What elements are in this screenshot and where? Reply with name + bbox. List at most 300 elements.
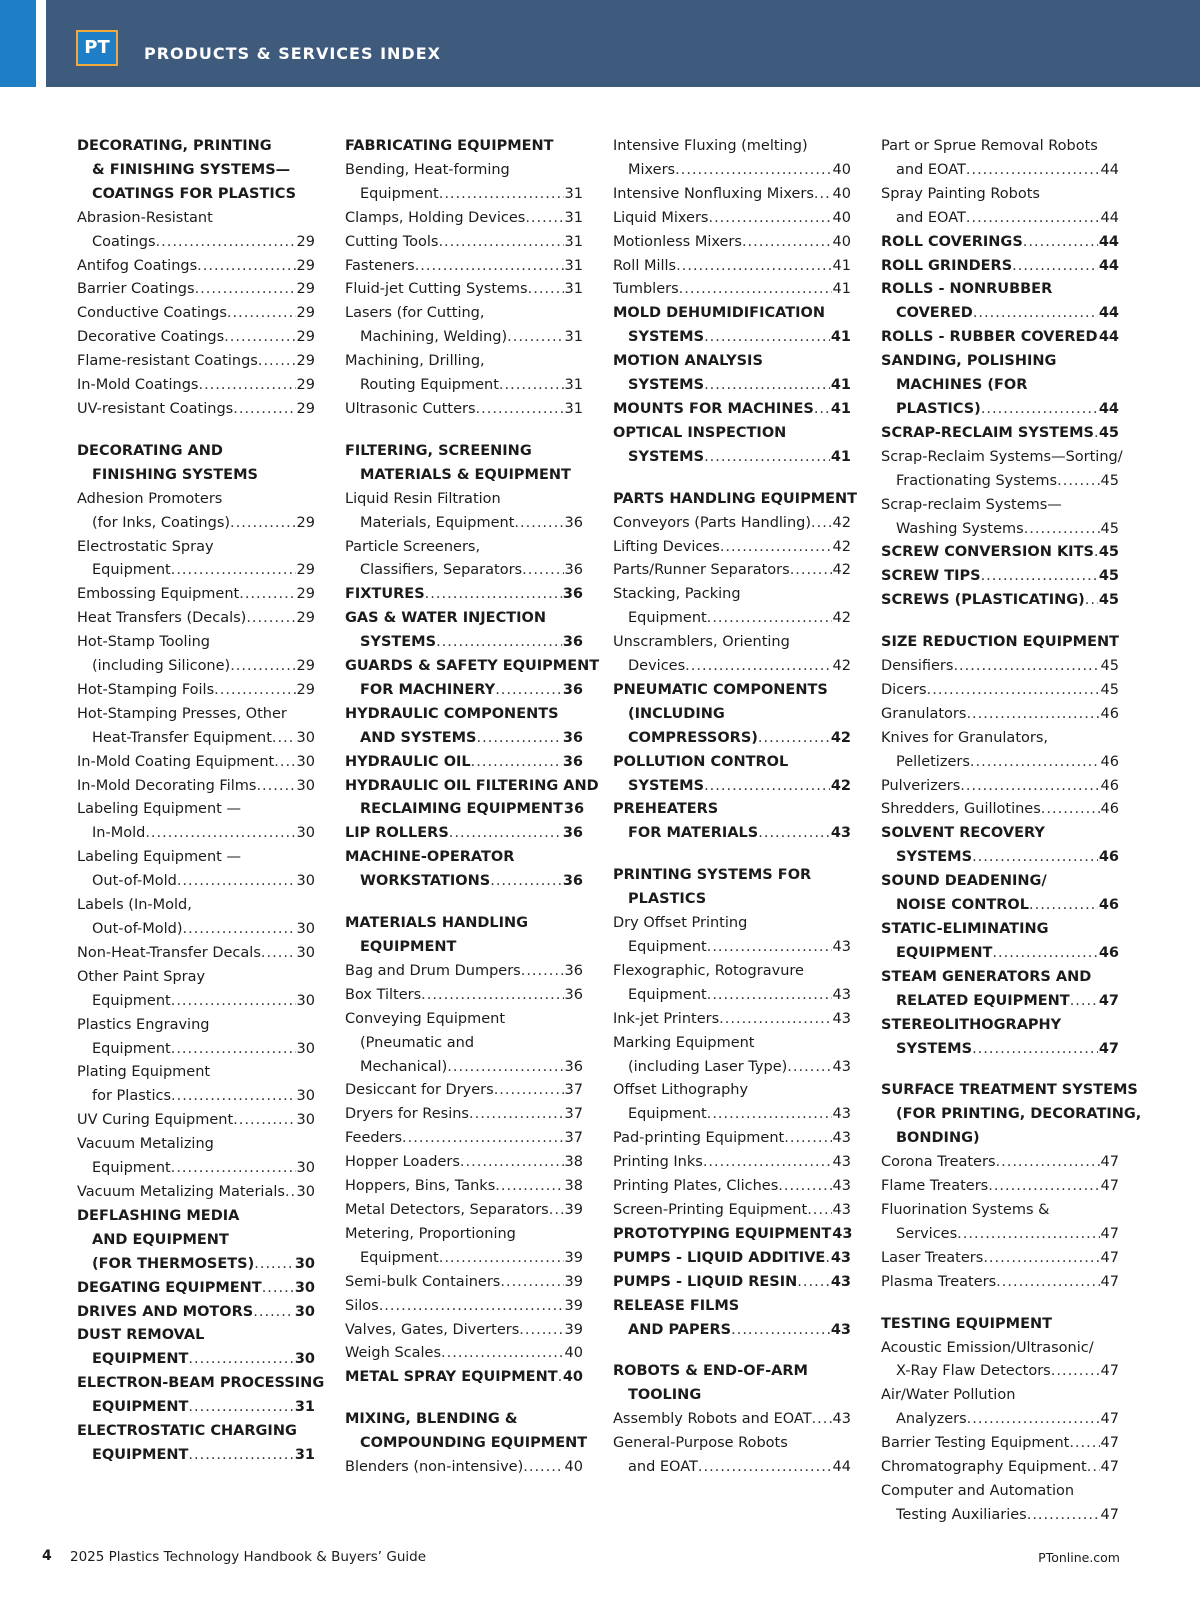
entry-text: STATIC-ELIMINATING bbox=[881, 921, 1049, 937]
entry-text: SYSTEMS bbox=[896, 849, 973, 866]
entry-line bbox=[613, 1008, 851, 1032]
dot-leader bbox=[499, 374, 564, 398]
entry-line bbox=[77, 1444, 315, 1468]
index-entry bbox=[345, 1103, 583, 1127]
index-entry bbox=[77, 350, 315, 374]
entry-text: Fluorination Systems & bbox=[881, 1201, 1050, 1218]
index-entry bbox=[345, 1175, 583, 1199]
entry-line bbox=[881, 798, 1119, 822]
page-number: 43 bbox=[832, 1225, 853, 1242]
index-heading bbox=[345, 440, 583, 488]
entry-line bbox=[345, 1342, 583, 1366]
index-heading bbox=[77, 135, 315, 207]
entry-text: X-Ray Flaw Detectors bbox=[896, 1363, 1051, 1380]
page-number: 40 bbox=[564, 1345, 583, 1362]
page-number: 42 bbox=[832, 658, 851, 675]
dot-leader bbox=[439, 183, 564, 207]
entry-text: Hot-Stamp Tooling bbox=[77, 634, 210, 651]
index-entry bbox=[881, 1199, 1119, 1247]
entry-text: DEGATING EQUIPMENT bbox=[77, 1279, 262, 1296]
index-heading bbox=[881, 1079, 1142, 1151]
page-number: 45 bbox=[1098, 424, 1119, 441]
entry-text: Services bbox=[896, 1225, 958, 1242]
entry-line bbox=[881, 1247, 1119, 1271]
index-heading bbox=[77, 1420, 315, 1468]
entry-text: PARTS HANDLING EQUIPMENT bbox=[613, 490, 858, 507]
entry-text: Conductive Coatings bbox=[77, 305, 227, 322]
page-number: 47 bbox=[1100, 1249, 1119, 1266]
dot-leader bbox=[415, 255, 564, 279]
entry-text: AND SYSTEMS bbox=[360, 729, 477, 746]
page-number: 44 bbox=[1100, 209, 1119, 226]
page-number: 47 bbox=[1100, 1435, 1119, 1452]
entry-text: Barrier Testing Equipment bbox=[881, 1435, 1070, 1452]
page-number: 30 bbox=[296, 1183, 315, 1200]
dot-leader bbox=[171, 1085, 296, 1109]
index-entry bbox=[77, 326, 315, 350]
entry-text: Conveying Equipment bbox=[345, 1010, 506, 1027]
dot-leader bbox=[988, 1175, 1099, 1199]
dot-leader bbox=[720, 536, 832, 560]
index-heading bbox=[345, 912, 583, 960]
entry-text: SIZE REDUCTION EQUIPMENT bbox=[881, 634, 1120, 651]
entry-line bbox=[881, 1271, 1119, 1295]
dot-leader bbox=[230, 512, 296, 536]
index-entry bbox=[881, 183, 1119, 231]
page-number: 36 bbox=[564, 1058, 583, 1075]
entry-line bbox=[613, 1127, 851, 1151]
index-entry bbox=[613, 559, 851, 583]
index-entry bbox=[881, 1337, 1119, 1385]
index-heading bbox=[881, 350, 1119, 422]
entry-line bbox=[613, 727, 851, 751]
page-number: 30 bbox=[296, 873, 315, 890]
page-number: 30 bbox=[296, 1112, 315, 1129]
entry-text: TOOLING bbox=[628, 1387, 702, 1404]
page-number: 40 bbox=[832, 233, 851, 250]
page-number: 36 bbox=[564, 986, 583, 1003]
page-number: 31 bbox=[564, 209, 583, 226]
entry-line bbox=[77, 1181, 315, 1205]
entry-text: Mechanical) bbox=[360, 1058, 448, 1075]
index-heading bbox=[345, 751, 583, 775]
index-entry bbox=[77, 1133, 315, 1181]
entry-line bbox=[345, 1247, 583, 1271]
dot-leader bbox=[1070, 990, 1098, 1014]
index-heading bbox=[613, 1247, 851, 1271]
page-number: 43 bbox=[830, 1249, 851, 1266]
page-number: 43 bbox=[832, 1130, 851, 1147]
index-entry bbox=[881, 1247, 1119, 1271]
entry-text: Scrap-Reclaim Systems—Sorting/ bbox=[881, 448, 1123, 465]
entry-text: MOLD DEHUMIDIFICATION bbox=[613, 305, 825, 322]
entry-text: EQUIPMENT bbox=[92, 1399, 189, 1416]
entry-text: FINISHING SYSTEMS bbox=[92, 466, 258, 483]
dot-leader bbox=[272, 727, 296, 751]
index-heading bbox=[881, 1014, 1119, 1062]
index-entry bbox=[345, 1079, 583, 1103]
dot-leader bbox=[274, 751, 295, 775]
entry-line bbox=[345, 1127, 583, 1151]
page-number: 31 bbox=[294, 1446, 315, 1463]
index-entry bbox=[77, 894, 315, 942]
dot-leader bbox=[525, 207, 563, 231]
entry-text: Equipment bbox=[92, 1040, 171, 1057]
page-number: 41 bbox=[832, 257, 851, 274]
page-number: 30 bbox=[296, 753, 315, 770]
entry-text: Flame Treaters bbox=[881, 1178, 989, 1195]
entry-line bbox=[345, 679, 583, 703]
entry-line bbox=[345, 631, 583, 655]
entry-text: SYSTEMS bbox=[360, 634, 437, 651]
index-entry bbox=[881, 1456, 1119, 1480]
entry-text: UV Curing Equipment bbox=[77, 1112, 234, 1129]
entry-line bbox=[77, 727, 315, 751]
entry-line bbox=[345, 398, 583, 422]
dot-leader bbox=[469, 1103, 564, 1127]
page-number: 30 bbox=[296, 944, 315, 961]
index-entry bbox=[613, 912, 851, 960]
entry-text: ROLL COVERINGS bbox=[881, 233, 1023, 250]
entry-line bbox=[77, 398, 315, 422]
page-number: 47 bbox=[1100, 1273, 1119, 1290]
entry-text: (FOR THERMOSETS) bbox=[92, 1255, 255, 1272]
page-number: 36 bbox=[562, 825, 583, 842]
entry-line bbox=[345, 183, 583, 207]
page-number: 36 bbox=[562, 729, 583, 746]
entry-text: Hoppers, Bins, Tanks bbox=[345, 1178, 496, 1195]
index-entry bbox=[345, 350, 583, 398]
entry-text: Scrap-reclaim Systems— bbox=[881, 496, 1062, 513]
index-entry bbox=[613, 536, 851, 560]
entry-line bbox=[881, 159, 1119, 183]
page-number: 41 bbox=[830, 400, 851, 417]
dot-leader bbox=[285, 1181, 296, 1205]
index-heading bbox=[613, 350, 851, 398]
index-entry bbox=[77, 278, 315, 302]
index-entry bbox=[613, 1151, 851, 1175]
entry-line bbox=[613, 1103, 851, 1127]
entry-line bbox=[345, 960, 583, 984]
entry-text: Intensive Nonfluxing Mixers bbox=[613, 185, 814, 202]
page-number: 36 bbox=[562, 753, 583, 770]
entry-text: Ink-jet Printers bbox=[613, 1010, 720, 1027]
entry-text: PLASTICS bbox=[628, 891, 707, 908]
dot-leader bbox=[439, 1247, 564, 1271]
entry-line bbox=[345, 1199, 583, 1223]
index-heading bbox=[345, 1366, 583, 1390]
page-number: 46 bbox=[1100, 801, 1119, 818]
dot-leader bbox=[441, 1342, 564, 1366]
index-column-2 bbox=[345, 135, 600, 1480]
entry-text: Pad-printing Equipment bbox=[613, 1130, 785, 1147]
entry-text: Box Tilters bbox=[345, 986, 422, 1003]
entry-text: SOLVENT RECOVERY bbox=[881, 825, 1045, 842]
entry-text: DRIVES AND MOTORS bbox=[77, 1303, 254, 1320]
dot-leader bbox=[519, 1319, 563, 1343]
dot-leader bbox=[500, 1271, 563, 1295]
entry-text: DECORATING AND bbox=[77, 442, 223, 459]
index-entry bbox=[345, 984, 583, 1008]
index-entry bbox=[77, 398, 315, 422]
page-number: 30 bbox=[296, 1088, 315, 1105]
entry-line bbox=[881, 565, 1119, 589]
entry-line bbox=[77, 302, 315, 326]
index-entry bbox=[345, 1342, 583, 1366]
entry-text: Equipment bbox=[360, 1249, 439, 1266]
page-number: 39 bbox=[564, 1201, 583, 1218]
entry-text: Devices bbox=[628, 658, 686, 675]
dot-leader bbox=[707, 984, 832, 1008]
entry-text: Hot-Stamping Foils bbox=[77, 681, 215, 698]
page-number: 31 bbox=[564, 257, 583, 274]
entry-text: Pelletizers bbox=[896, 753, 970, 770]
index-entry bbox=[77, 536, 315, 584]
entry-line bbox=[613, 231, 851, 255]
index-entry bbox=[613, 631, 851, 679]
entry-text: Equipment bbox=[628, 939, 707, 955]
entry-line bbox=[881, 1360, 1119, 1384]
entry-line bbox=[613, 1247, 851, 1271]
page-number: 36 bbox=[564, 514, 583, 531]
entry-line bbox=[345, 1366, 583, 1390]
entry-text: UV-resistant Coatings bbox=[77, 400, 234, 417]
entry-text: In-Mold Coating Equipment bbox=[77, 753, 275, 770]
entry-text: Plasma Treaters bbox=[881, 1273, 997, 1290]
index-entry bbox=[881, 798, 1119, 822]
index-entry bbox=[613, 1079, 851, 1127]
page-number: 40 bbox=[832, 185, 851, 202]
dot-leader bbox=[704, 446, 830, 470]
entry-text: Flexographic, Rotogravure bbox=[613, 962, 804, 979]
entry-text: Silos bbox=[345, 1297, 379, 1314]
page-number: 38 bbox=[564, 1178, 583, 1195]
dot-leader bbox=[438, 231, 563, 255]
entry-line bbox=[613, 936, 851, 960]
entry-line bbox=[77, 350, 315, 374]
dot-leader bbox=[807, 1199, 831, 1223]
page-number: 29 bbox=[296, 353, 315, 370]
entry-line bbox=[881, 894, 1119, 918]
dot-leader bbox=[188, 1444, 293, 1468]
entry-text: Desiccant for Dryers bbox=[345, 1082, 494, 1099]
entry-text: Feeders bbox=[345, 1130, 403, 1147]
entry-text: EQUIPMENT bbox=[92, 1446, 189, 1463]
page-number: 45 bbox=[1098, 568, 1119, 585]
index-entry bbox=[881, 1175, 1119, 1199]
entry-text: Pulverizers bbox=[881, 777, 961, 794]
index-entry bbox=[881, 1151, 1119, 1175]
page-number: 47 bbox=[1100, 1178, 1119, 1195]
dot-leader bbox=[233, 1109, 295, 1133]
entry-text: STEREOLITHOGRAPHY bbox=[881, 1016, 1062, 1033]
index-entry bbox=[345, 1295, 583, 1319]
entry-text: Materials, Equipment bbox=[360, 514, 515, 531]
dot-leader bbox=[708, 207, 831, 231]
entry-line bbox=[613, 1271, 851, 1295]
entry-line bbox=[77, 1348, 315, 1372]
entry-text: BONDING) bbox=[896, 1130, 980, 1147]
dot-leader bbox=[195, 278, 296, 302]
index-heading bbox=[881, 278, 1119, 326]
entry-text: RELATED EQUIPMENT bbox=[896, 992, 1070, 1009]
entry-text: PUMPS - LIQUID ADDITIVE bbox=[613, 1249, 826, 1266]
entry-text: EQUIPMENT bbox=[360, 939, 457, 955]
page-number: 44 bbox=[1098, 257, 1119, 274]
page-number: 43 bbox=[832, 1201, 851, 1218]
page-number: 31 bbox=[564, 185, 583, 202]
entry-line bbox=[345, 727, 583, 751]
entry-text: Equipment bbox=[628, 610, 707, 627]
entry-text: Valves, Gates, Diverters bbox=[345, 1321, 520, 1338]
dot-leader bbox=[379, 1295, 564, 1319]
index-entry bbox=[77, 846, 315, 894]
entry-line bbox=[77, 512, 315, 536]
index-entry bbox=[77, 302, 315, 326]
page-number: 39 bbox=[564, 1321, 583, 1338]
entry-text: SYSTEMS bbox=[628, 377, 705, 394]
entry-line bbox=[77, 374, 315, 398]
index-heading bbox=[881, 255, 1119, 279]
dot-leader bbox=[494, 1079, 564, 1103]
page-number: 40 bbox=[832, 209, 851, 226]
entry-line bbox=[345, 1295, 583, 1319]
index-entry bbox=[613, 960, 851, 1008]
index-heading bbox=[77, 1205, 315, 1277]
entry-text: Fasteners bbox=[345, 257, 415, 274]
entry-line bbox=[345, 374, 583, 398]
page-number: 36 bbox=[563, 801, 585, 818]
page-number: 43 bbox=[832, 1411, 851, 1428]
dot-leader bbox=[960, 775, 1099, 799]
index-entry bbox=[613, 1008, 851, 1032]
dot-leader bbox=[145, 822, 295, 846]
index-heading bbox=[345, 135, 583, 159]
dot-leader bbox=[233, 398, 295, 422]
index-heading bbox=[881, 631, 1119, 655]
index-entry bbox=[77, 679, 315, 703]
dot-leader bbox=[731, 1319, 830, 1343]
entry-text: SOUND DEADENING/ bbox=[881, 873, 1047, 890]
entry-text: ROLLS - NONRUBBER bbox=[881, 281, 1053, 298]
index-entry bbox=[77, 942, 315, 966]
entry-line bbox=[345, 207, 583, 231]
dot-leader bbox=[704, 775, 830, 799]
entry-text: Classifiers, Separators bbox=[360, 562, 523, 579]
page-number: 29 bbox=[296, 329, 315, 346]
page-number: 43 bbox=[830, 1273, 851, 1290]
page-number: 29 bbox=[296, 586, 315, 603]
page-number: 29 bbox=[296, 610, 315, 627]
dot-leader bbox=[256, 775, 295, 799]
entry-text: ROLL GRINDERS bbox=[881, 257, 1013, 274]
index-heading bbox=[881, 918, 1119, 966]
page-number: 47 bbox=[1100, 1154, 1119, 1171]
entry-text: Equipment bbox=[360, 185, 439, 202]
index-entry bbox=[613, 1032, 851, 1080]
entry-text: DUST REMOVAL bbox=[77, 1327, 205, 1344]
page-number: 36 bbox=[564, 962, 583, 979]
entry-line bbox=[613, 1151, 851, 1175]
footer-publication: 2025 Plastics Technology Handbook & Buyers’ Guide bbox=[70, 1549, 427, 1565]
index-entry bbox=[613, 1199, 851, 1223]
index-entry bbox=[345, 1127, 583, 1151]
page-number: 44 bbox=[1100, 161, 1119, 178]
index-entry bbox=[77, 207, 315, 255]
index-entry bbox=[613, 183, 851, 207]
entry-line bbox=[345, 1103, 583, 1127]
page-number: 29 bbox=[296, 377, 315, 394]
entry-text: Clamps, Holding Devices bbox=[345, 209, 526, 226]
entry-text: Heat-Transfer Equipment bbox=[92, 729, 272, 746]
entry-text: Dicers bbox=[881, 681, 927, 698]
page-number: 43 bbox=[830, 1321, 851, 1338]
index-entry bbox=[77, 374, 315, 398]
entry-text: Granulators bbox=[881, 705, 967, 722]
entry-text: PRINTING SYSTEMS FOR bbox=[613, 867, 812, 884]
index-entry bbox=[345, 960, 583, 984]
dot-leader bbox=[742, 231, 832, 255]
dot-leader bbox=[156, 231, 296, 255]
dot-leader bbox=[1069, 1432, 1099, 1456]
page-number: 47 bbox=[1100, 1225, 1119, 1242]
entry-text: Lifting Devices bbox=[613, 538, 720, 555]
entry-text: Antifog Coatings bbox=[77, 257, 198, 274]
entry-line bbox=[345, 1079, 583, 1103]
dot-leader bbox=[476, 398, 564, 422]
entry-line bbox=[77, 1277, 315, 1301]
entry-text: Routing Equipment bbox=[360, 377, 499, 394]
dot-leader bbox=[449, 822, 562, 846]
dot-leader bbox=[953, 655, 1099, 679]
entry-line bbox=[881, 398, 1119, 422]
page-number: 30 bbox=[294, 1255, 315, 1272]
index-entry bbox=[77, 1109, 315, 1133]
page-number: 38 bbox=[564, 1154, 583, 1171]
index-entry bbox=[345, 207, 583, 231]
dot-leader bbox=[1023, 231, 1098, 255]
entry-text: (INCLUDING bbox=[628, 705, 725, 722]
entry-text: GUARDS & SAFETY EQUIPMENT bbox=[345, 658, 600, 675]
entry-line bbox=[613, 607, 851, 631]
entry-line bbox=[613, 775, 851, 799]
entry-text: GAS & WATER INJECTION bbox=[345, 610, 546, 627]
entry-text: Vacuum Metalizing bbox=[77, 1136, 214, 1153]
page-number: 30 bbox=[296, 777, 315, 794]
entry-line bbox=[613, 1056, 851, 1080]
dot-leader bbox=[262, 1277, 294, 1301]
entry-text: STEAM GENERATORS AND bbox=[881, 968, 1092, 985]
index-heading bbox=[345, 583, 583, 607]
dot-leader bbox=[703, 1151, 832, 1175]
page-number: 31 bbox=[564, 377, 583, 394]
dot-leader bbox=[685, 655, 831, 679]
entry-line bbox=[77, 1253, 315, 1277]
dot-leader bbox=[704, 326, 830, 350]
page-number: 47 bbox=[1100, 1363, 1119, 1380]
entry-text: Chromatography Equipment bbox=[881, 1459, 1087, 1476]
dot-leader bbox=[698, 1456, 832, 1480]
index-entry bbox=[613, 278, 851, 302]
entry-text: SCREW TIPS bbox=[881, 568, 981, 585]
entry-text: Printing Inks bbox=[613, 1154, 703, 1171]
entry-text: COVERED bbox=[896, 305, 973, 322]
entry-line bbox=[881, 751, 1119, 775]
entry-text: Roll Mills bbox=[613, 257, 677, 274]
dot-leader bbox=[758, 727, 830, 751]
page-number: 29 bbox=[296, 281, 315, 298]
dot-leader bbox=[927, 679, 1100, 703]
